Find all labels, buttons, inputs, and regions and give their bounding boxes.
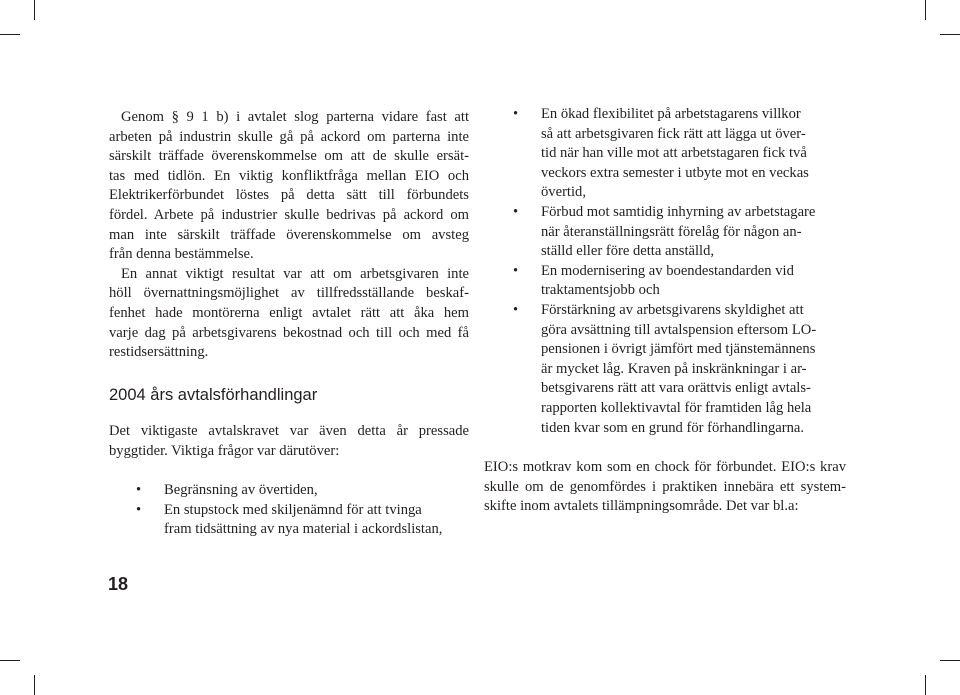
list-item	[136, 481, 496, 501]
text-line: särskilt träffade överenskommelse om att de skulle ersät-	[109, 148, 469, 165]
text-line: från denna bestämmelse.	[109, 246, 254, 263]
text-line: veckors extra semester i utbyte mot en veckas	[541, 164, 809, 181]
crop-mark	[0, 34, 20, 35]
text-line: övertid,	[541, 184, 586, 201]
bullet-icon: •	[513, 262, 519, 279]
bullet-icon: •	[513, 203, 519, 220]
crop-mark	[940, 660, 960, 661]
text-line: En annat viktigt resultat var att om arbetsgivaren inte	[121, 265, 469, 282]
text-line: tid när han ville mot att arbetstagaren fick två	[541, 145, 807, 162]
text-line: Elektrikerförbundet löstes på detta sätt till förbundets	[109, 187, 469, 204]
list-item	[136, 501, 496, 540]
text-line: skulle om de genomfördes i praktiken innebära ett system-	[484, 478, 846, 495]
text-line: Begränsning av övertiden,	[164, 482, 318, 498]
section-heading: 2004 års avtalsförhandlingar	[109, 386, 318, 404]
text-line: rapporten kollektivavtal för framtiden låg hela	[541, 399, 812, 416]
crop-mark	[34, 675, 35, 695]
text-line: Förstärkning av arbetsgivarens skyldighet att	[541, 301, 804, 318]
text-line: Genom § 9 1 b) i avtalet slog parterna vidare fast att	[121, 109, 469, 125]
text-line: pensionen i övrigt jämfört med tjänstemännens	[541, 341, 816, 358]
text-line: höll övernattningsmöjlighet av tillfredsställande beskaf-	[109, 285, 469, 302]
crop-mark	[925, 675, 926, 695]
text-line: En modernisering av boendestandarden vid	[541, 262, 794, 279]
text-line: fram tidsättning av nya material i ackordslistan,	[164, 521, 443, 538]
text-line: En stupstock med skiljenämnd för att tvinga	[164, 501, 422, 518]
text-line: tas med tidlön. En viktig konfliktfråga mellan EIO och	[109, 167, 469, 184]
text-line: tiden kvar som en grund för förhandlingarna.	[541, 419, 805, 436]
text-line: betsgivarens rätt att vara orättvis enligt avtals-	[541, 380, 811, 397]
text-line: restidsersättning.	[109, 344, 209, 361]
text-line: fördel. Arbete på industrier skulle bedrivas på ackord om	[109, 206, 469, 223]
text-line: varje dag på arbetsgivarens bekostnad och till och med få	[109, 324, 469, 341]
text-line: skifte inom avtalets tillämpningsområde. Det var bl.a:	[484, 498, 799, 515]
bullet-icon: •	[136, 482, 142, 498]
text-line: göra avsättning till avtalspension eftersom LO-	[541, 321, 817, 338]
text-line: En ökad flexibilitet på arbetstagarens villkor	[541, 106, 801, 122]
crop-mark	[925, 0, 926, 20]
paragraph-result	[109, 265, 469, 363]
text-line: när återanställningsrätt förelåg för någon an-	[541, 223, 802, 240]
bullet-icon: •	[513, 106, 519, 122]
text-line: Förbud mot samtidig inhyrning av arbetstagare	[541, 203, 816, 220]
list-item	[513, 301, 858, 438]
text-line: så att arbetsgivaren fick rätt att lägga ut över-	[541, 125, 806, 142]
left-column	[109, 108, 469, 363]
page-number: 18	[108, 574, 129, 594]
text-line: Det viktigaste avtalskravet var även detta år pressade	[109, 423, 469, 439]
text-line: fenhet hade montörerna enligt avtalet rätt att åka hem	[109, 304, 469, 321]
bullet-icon: •	[513, 301, 519, 318]
list-item	[513, 262, 858, 301]
list-item	[513, 105, 858, 203]
text-line: är mycket låg. Kraven på inskränkningar i ar-	[541, 360, 807, 377]
text-line: man inte särskilt träffade överenskommelse om avsteg	[109, 226, 469, 243]
text-line: arbeten på industrin skulle gå på ackord om parterna inte	[109, 128, 469, 145]
paragraph-counter-demands	[484, 458, 846, 517]
list-item	[513, 203, 858, 262]
paragraph-demands	[109, 422, 469, 461]
text-line: ställd eller före detta anställd,	[541, 243, 715, 260]
bullet-list-right	[513, 105, 858, 438]
text-line: traktamentsjobb och	[541, 282, 660, 299]
text-line: byggtider. Viktiga frågor var därutöver:	[109, 442, 340, 459]
bullet-list-left	[136, 481, 496, 540]
text-line: EIO:s motkrav kom som en chock för förbundet. EIO:s krav	[484, 459, 846, 475]
crop-mark	[0, 660, 20, 661]
crop-mark	[34, 0, 35, 20]
bullet-icon: •	[136, 501, 142, 518]
crop-mark	[940, 34, 960, 35]
paragraph-intro	[109, 108, 469, 265]
